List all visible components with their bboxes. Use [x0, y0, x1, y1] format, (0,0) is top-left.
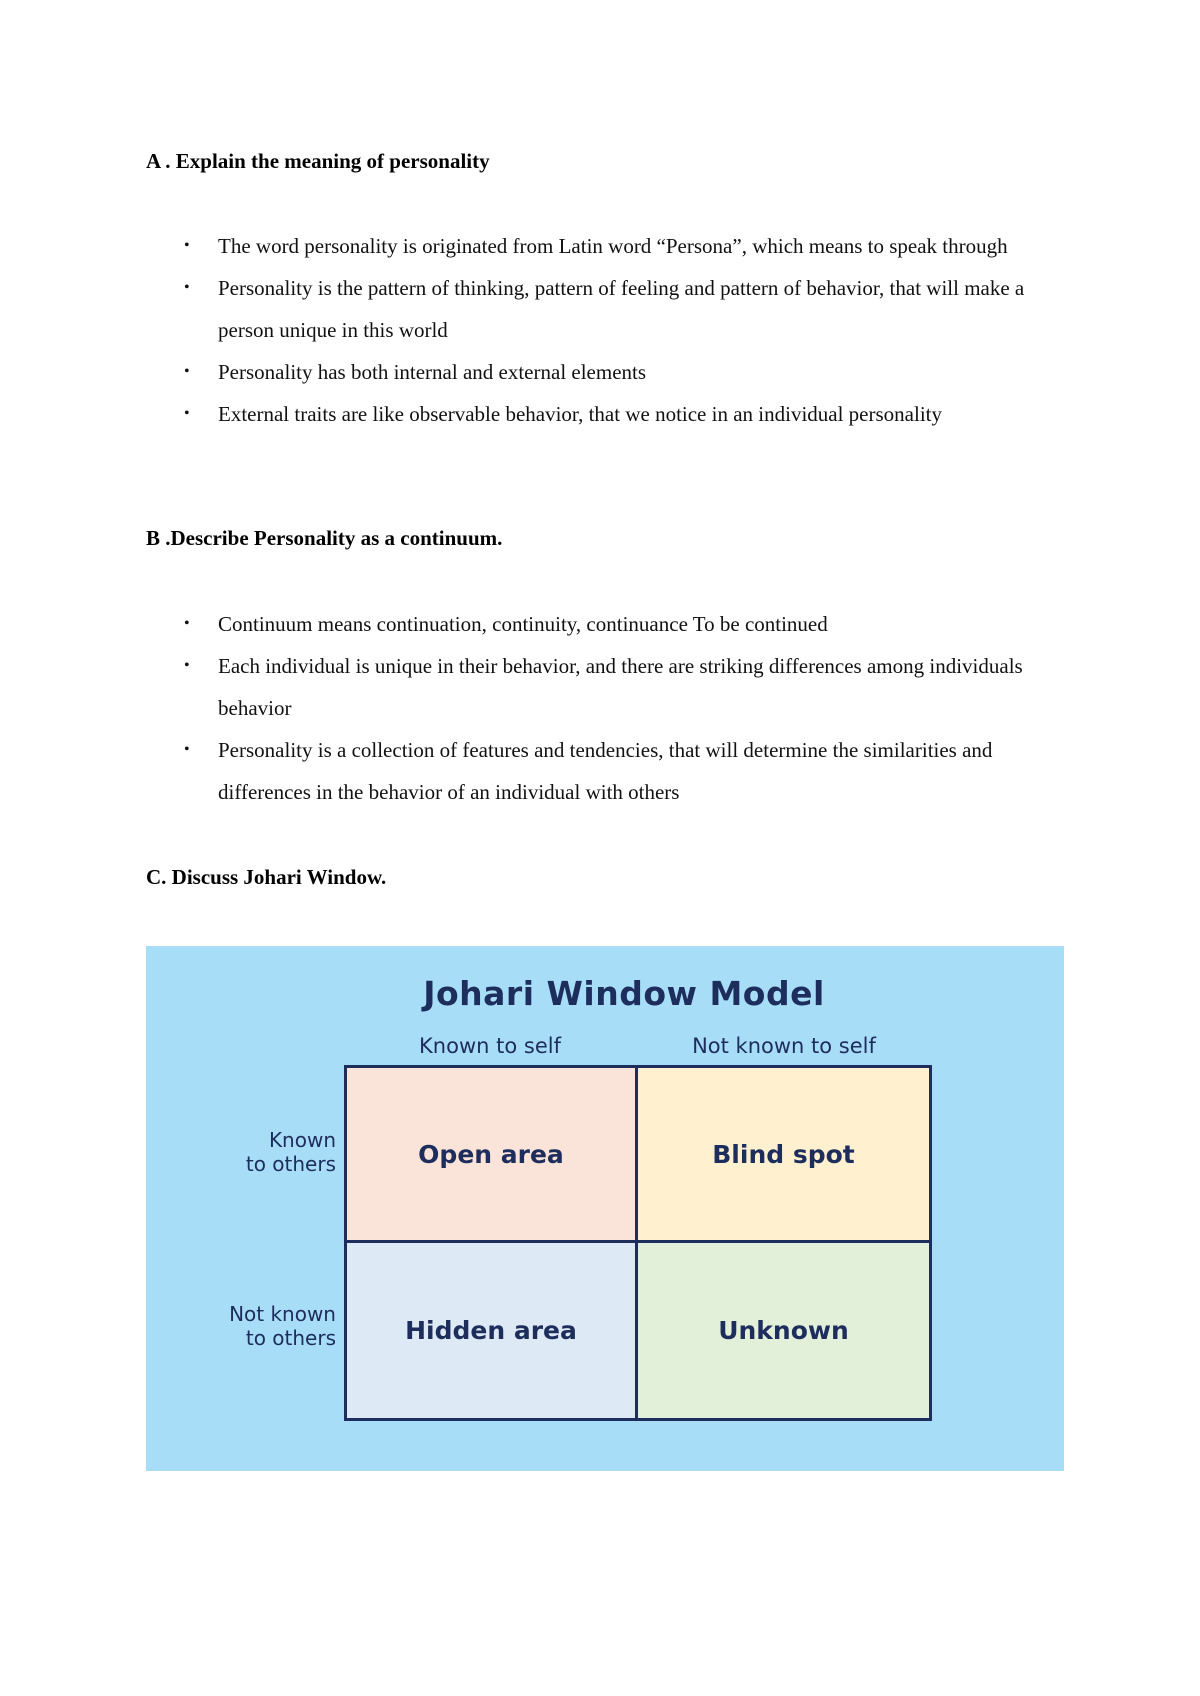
row-label-line: to others: [245, 1326, 336, 1350]
list-item-text: External traits are like observable behavior, that we notice in an individual personality: [218, 402, 942, 426]
hidden-area-cell: Hidden area: [347, 1243, 638, 1418]
list-item: [146, 393, 1066, 435]
johari-window-figure: [146, 946, 1064, 1471]
list-item-text: Personality is the pattern of thinking, pattern of feeling and pattern of behavior, that will make a person unique in this world: [218, 276, 1025, 342]
list-item-text: Personality has both internal and external elements: [218, 360, 647, 384]
list-item: [146, 603, 1066, 645]
section-a-heading: A . Explain the meaning of personality: [146, 149, 490, 173]
list-item: [146, 645, 1066, 729]
johari-title: Johari Window Model: [423, 974, 825, 1013]
list-item-text: Continuum means continuation, continuity, continuance To be continued: [218, 612, 828, 636]
bullet-icon: •: [184, 279, 190, 296]
row-label-line: to others: [245, 1152, 336, 1176]
list-item: [146, 225, 1066, 267]
row-label-line: Not known: [229, 1302, 336, 1326]
row-label-not-known-to-others: [146, 1302, 336, 1350]
list-item: [146, 267, 1066, 351]
section-a-bullet-list: [146, 225, 1066, 435]
row-label-known-to-others: [146, 1128, 336, 1176]
unknown-cell: Unknown: [638, 1243, 929, 1418]
list-item: [146, 729, 1066, 813]
row-label-line: Known: [268, 1128, 336, 1152]
section-c-heading: C. Discuss Johari Window.: [146, 865, 387, 889]
section-b-heading: B .Describe Personality as a continuum.: [146, 526, 503, 550]
list-item: [146, 351, 1066, 393]
column-label-not-known-to-self: Not known to self: [692, 1034, 876, 1058]
bullet-icon: •: [184, 741, 190, 758]
column-label-known-to-self: Known to self: [419, 1034, 561, 1058]
list-item-text: Personality is a collection of features and tendencies, that will determine the similarities and differences in the behavior of an individual with others: [218, 738, 993, 804]
bullet-icon: •: [184, 615, 190, 632]
bullet-icon: •: [184, 657, 190, 674]
bullet-icon: •: [184, 237, 190, 254]
list-item-text: Each individual is unique in their behavior, and there are striking differences among individuals behavior: [218, 654, 1023, 720]
bullet-icon: •: [184, 405, 190, 422]
johari-grid: [344, 1065, 932, 1421]
open-area-cell: Open area: [347, 1068, 638, 1243]
blind-spot-cell: Blind spot: [638, 1068, 929, 1243]
list-item-text: The word personality is originated from Latin word “Persona”, which means to speak through: [218, 234, 1008, 258]
section-b-bullet-list: [146, 603, 1066, 813]
bullet-icon: •: [184, 363, 190, 380]
